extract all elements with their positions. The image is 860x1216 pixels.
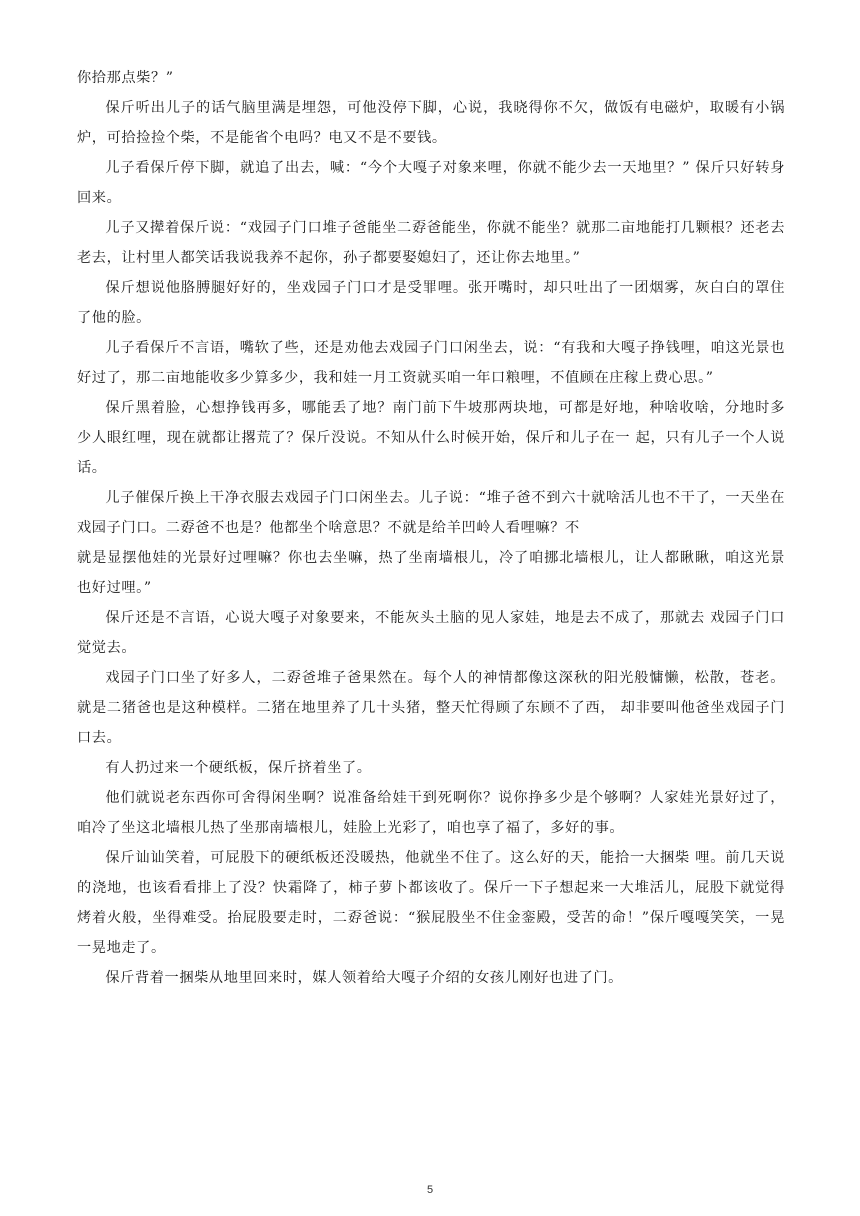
paragraph: 保斤想说他胳膊腿好好的，坐戏园子门口才是受罪哩。张开嘴时，却只吐出了一团烟雾，灰白白的罩住了他的脸。 bbox=[77, 280, 785, 326]
paragraph: 戏园子门口坐了好多人，二孬爸堆子爸果然在。每个人的神情都像这深秋的阳光般慵懒，松散，苍老。就是二猪爸也是这种模样。二猪在地里养了几十头猪，整天忙得顾了东顾不了西， 却非要叫他爸坐戏园子门口去。 bbox=[77, 670, 785, 746]
body-text bbox=[77, 63, 785, 993]
page-number: 5 bbox=[426, 1184, 434, 1196]
paragraph: 儿子看保斤不言语，嘴软了些，还是劝他去戏园子门口闲坐去，说：“有我和大嘎子挣钱哩，咱这光景也好过了，那二亩地能收多少算多少，我和娃一月工资就买咱一年口粮哩，不值顾在庄稼上费心思。” bbox=[77, 340, 785, 386]
paragraph: 就是显摆他娃的光景好过哩嘛？你也去坐嘛，热了坐南墙根儿，冷了咱挪北墙根儿，让人都瞅瞅，咱这光景也好过哩。” bbox=[77, 550, 785, 596]
paragraph: 保斤背着一捆柴从地里回来时，媒人领着给大嘎子介绍的女孩儿刚好也进了门。 bbox=[105, 970, 623, 986]
paragraph: 他们就说老东西你可舍得闲坐啊？说准备给娃干到死啊你？说你挣多少是个够啊？人家娃光景好过了，咱冷了坐这北墙根儿热了坐那南墙根儿，娃脸上光彩了，咱也享了福了，多好的事。 bbox=[77, 790, 785, 836]
paragraph: 保斤黑着脸，心想挣钱再多，哪能丢了地？南门前下牛坡那两块地，可都是好地，种啥收啥，分地时多少人眼红哩，现在就都让撂荒了？保斤没说。不知从什么时候开始，保斤和儿子在一 起，只有儿子一个人说话。 bbox=[77, 400, 785, 476]
paragraph: 儿子催保斤换上干净衣服去戏园子门口闲坐去。儿子说：“堆子爸不到六十就啥活儿也不干了，一天坐在戏园子门口。二孬爸不也是？他都坐个啥意思？不就是给羊凹岭人看哩嘛？不 bbox=[77, 490, 785, 536]
paragraph: 保斤听出儿子的话气脑里满是埋怨，可他没停下脚，心说，我晓得你不欠，做饭有电磁炉，取暖有小锅炉，可拾捡捡个柴，不是能省个电吗？电又不是不要钱。 bbox=[77, 100, 785, 146]
paragraph: 儿子看保斤停下脚，就追了出去，喊：“今个大嘎子对象来哩，你就不能少去一天地里？” 保斤只好转身回来。 bbox=[77, 160, 785, 206]
paragraph: 儿子又撵着保斤说：“戏园子门口堆子爸能坐二孬爸能坐，你就不能坐？就那二亩地能打几颗根？还老去老去，让村里人都笑话我说我养不起你，孙子都要娶媳妇了，还让你去地里。” bbox=[77, 220, 785, 266]
paragraph: 有人扔过来一个硬纸板，保斤挤着坐了。 bbox=[105, 760, 372, 776]
paragraph: 保斤还是不言语，心说大嘎子对象要来，不能灰头土脑的见人家娃，地是去不成了，那就去 戏园子门口觉觉去。 bbox=[77, 610, 785, 656]
paragraph: 你拾那点柴？” bbox=[77, 70, 174, 86]
paragraph: 保斤讪讪笑着，可屁股下的硬纸板还没暖热，他就坐不住了。这么好的天，能拾一大捆柴 哩。前几天说的浇地，也该看看排上了没？快霜降了，柿子萝卜都该收了。保斤一下子想起来一大堆活儿，屁股下就觉得烤着火般，坐得难受。抬屁股要走时，二孬爸说：“猴屁股坐不住金銮殿，受苦的命！”保斤嘎嘎笑笑，一晃一晃地走了。 bbox=[77, 850, 785, 956]
